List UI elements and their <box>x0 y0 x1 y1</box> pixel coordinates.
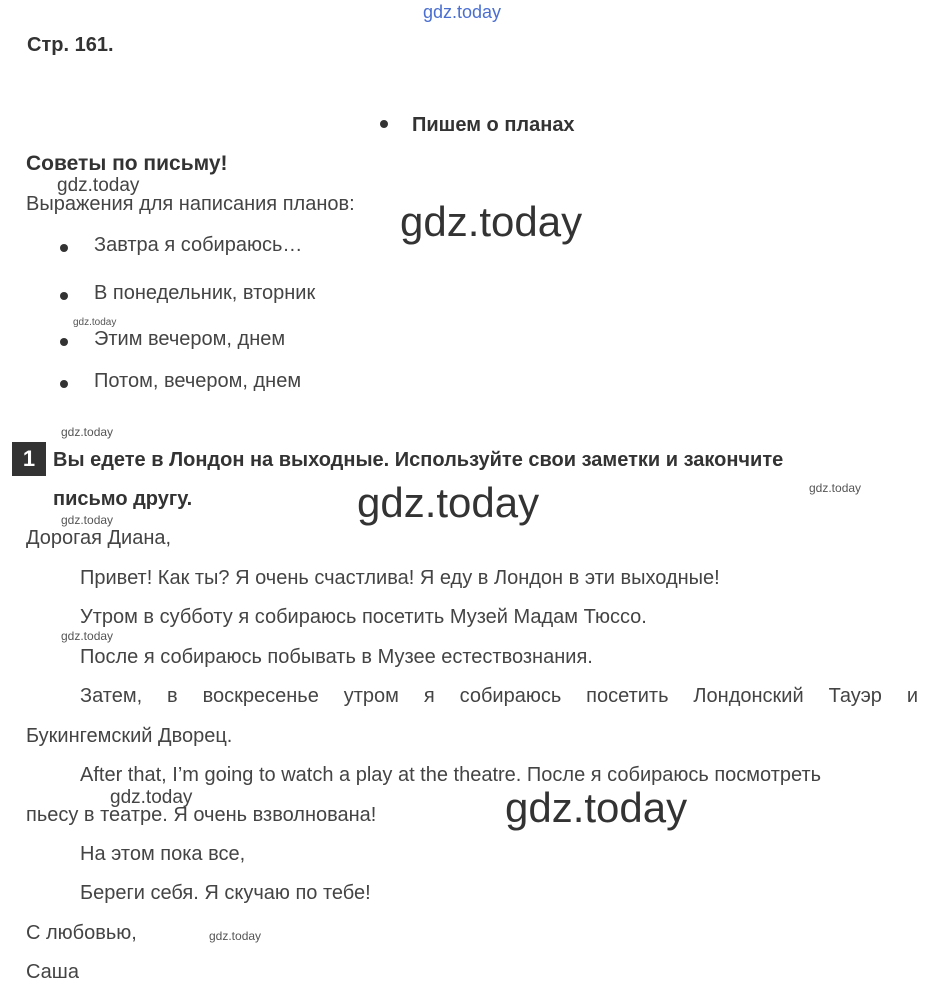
list-item-text: Завтра я собираюсь… <box>94 234 303 256</box>
list-item-text: В понедельник, вторник <box>94 282 316 304</box>
section-title-text: Пишем о планах <box>412 114 575 136</box>
list-item-text: Этим вечером, днем <box>94 328 286 350</box>
watermark: gdz.today <box>110 787 193 808</box>
letter-line: После я собираюсь побывать в Музее естествознания. <box>80 646 593 668</box>
watermark: gdz.today <box>61 425 114 439</box>
watermark: gdz.today <box>61 513 114 527</box>
task-instruction-line-2: письмо другу. <box>53 488 193 510</box>
bullet-icon <box>60 338 68 346</box>
letter-line: Утром в субботу я собираюсь посетить Музей Мадам Тюссо. <box>80 606 647 628</box>
watermark: gdz.today <box>73 317 117 328</box>
watermark-top: gdz.today <box>423 2 502 22</box>
letter-line: Береги себя. Я скучаю по тебе! <box>80 882 371 904</box>
letter-line: Затем, в воскресенье утром я собираюсь посетить Лондонский Тауэр и <box>80 685 918 707</box>
watermark: gdz.today <box>61 629 114 643</box>
letter-signature: Саша <box>26 961 79 983</box>
page-reference: Стр. 161. <box>27 34 114 56</box>
intro-text: Выражения для написания планов: <box>26 193 355 215</box>
letter-line: After that, I’m going to watch a play at the theatre. После я собираюсь посмотреть <box>80 764 822 786</box>
task-instruction-line-1: Вы едете в Лондон на выходные. Используйте свои заметки и закончите <box>53 449 784 471</box>
task-number-badge: 1 <box>12 442 46 476</box>
letter-line: На этом пока все, <box>80 843 246 865</box>
letter-closing: С любовью, <box>26 922 137 944</box>
letter-greeting: Дорогая Диана, <box>26 527 172 549</box>
watermark-large: gdz.today <box>505 784 688 831</box>
watermark: gdz.today <box>209 929 262 943</box>
bullet-icon <box>60 380 68 388</box>
bullet-icon <box>60 244 68 252</box>
tips-heading: Советы по письму! <box>26 152 228 175</box>
letter-line: Букингемский Дворец. <box>26 725 233 747</box>
list-item-text: Потом, вечером, днем <box>94 370 302 392</box>
letter-line: пьесу в театре. Я очень взволнована! <box>26 804 377 826</box>
section-title <box>380 114 575 137</box>
bullet-icon <box>60 292 68 300</box>
watermark-large: gdz.today <box>357 479 540 526</box>
letter-line: Привет! Как ты? Я очень счастлива! Я еду в Лондон в эти выходные! <box>80 567 720 589</box>
watermark: gdz.today <box>809 481 862 495</box>
watermark: gdz.today <box>57 175 140 196</box>
watermark-large: gdz.today <box>400 198 583 245</box>
bullet-icon <box>380 120 388 128</box>
